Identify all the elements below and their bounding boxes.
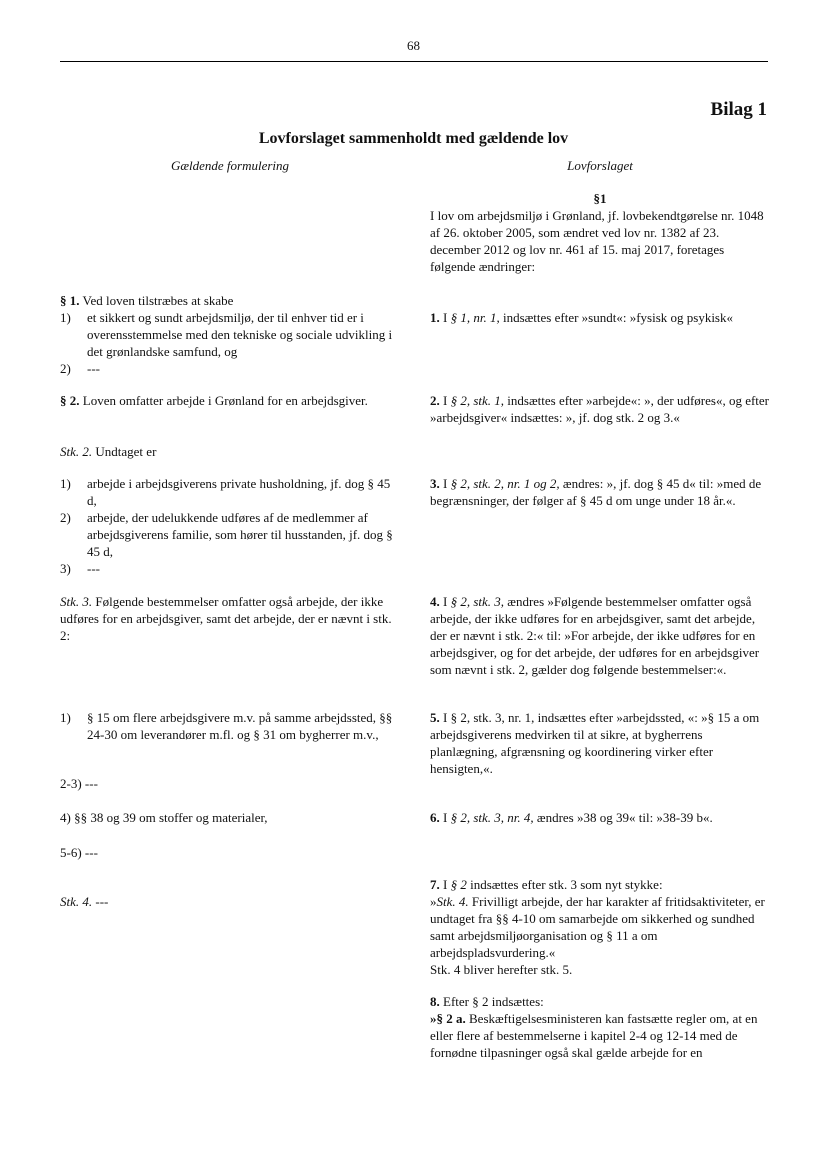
list-item: 3) --- — [60, 561, 100, 576]
appendix-label: Bilag 1 — [710, 99, 767, 120]
paragraph-1-number: § 1. — [60, 293, 80, 308]
change-4: 4. I § 2, stk. 3, ændres »Følgende bestemmelser omfatter også arbejde, der ikke udføres for en arbejdsgiver, samt det arbejde, der er nævnt i stk. 2:« til: »For arbejde, der ikke udføres for en arbejdsgiver, og for det arbejde, der udføres for en arbejdsgiver som nævnt i stk. 2, gælder dog følgende bestemmelser:«. — [430, 594, 760, 677]
stk-2-list — [60, 475, 400, 577]
paragraph-2-text: Loven omfatter arbejde i Grønland for en arbejdsgiver. — [79, 393, 368, 408]
stk-3-item-1: 1) § 15 om flere arbejdsgivere m.v. på samme arbejdssted, §§ 24-30 om leverandører m.fl. og § 31 om bygherrer m.v., — [60, 710, 393, 742]
change-8: 8. Efter § 2 indsættes: »§ 2 a. Beskæftigelsesministeren kan fastsætte regler om, at en eller flere af bestemmelserne i kapitel 2-4 og 12-14 med de fornødne tilpasninger også skal gælde arbejde for en — [430, 994, 758, 1060]
list-item: 2) --- — [60, 361, 100, 376]
list-item: 1) arbejde i arbejdsgiverens private husholdning, jf. dog § 45 d, — [60, 476, 391, 508]
change-2: 2. I § 2, stk. 1, indsættes efter »arbejde«: », der udføres«, og efter »arbejdsgiver« indsættes: », jf. dog stk. 2 og 3.« — [430, 393, 770, 425]
stk-3-items-2-3: 2-3) --- — [60, 776, 98, 791]
page-number: 68 — [407, 38, 420, 53]
stk-3-item-4: 4) §§ 38 og 39 om stoffer og materialer, — [60, 810, 268, 825]
column-heading-current: Gældende formulering — [170, 158, 290, 173]
change-7: 7. I § 2 indsættes efter stk. 3 som nyt stykke: »Stk. 4. Frivilligt arbejde, der har karakter af fritidsaktiviteter, er undtaget fra §§ 4-10 om samarbejde om sikkerhed og sundhed samt arbejdsmiljøorganisation og § 11 a om arbejdspladsvurdering.« Stk. 4 bliver herefter stk. 5. — [430, 877, 765, 977]
paragraph-1-text: Ved loven tilstræbes at skabe — [79, 293, 234, 308]
stk-4: Stk. 4. --- — [60, 894, 109, 909]
document-title: Lovforslaget sammenholdt med gældende lov — [258, 130, 569, 147]
change-6: 6. I § 2, stk. 3, nr. 4, ændres »38 og 39« til: »38-39 b«. — [430, 810, 713, 825]
change-5: 5. I § 2, stk. 3, nr. 1, indsættes efter »arbejdssted, «: »§ 15 a om arbejdsgiverens medvirken til at sikre, at bygherrens planlægning, afgrænsning og koordinering virker efter hensigten,«. — [430, 710, 760, 776]
intro-text: I lov om arbejdsmiljø i Grønland, jf. lovbekendtgørelse nr. 1048 af 26. oktober 2005, som ændret ved lov nr. 1382 af 23. december 2012 og lov nr. 461 af 15. maj 2017, foretages følgende ændringer: — [430, 208, 764, 274]
stk-2-heading: Stk. 2. Undtaget er — [60, 444, 157, 459]
intro-section — [430, 190, 770, 275]
stk-3-items-5-6: 5-6) --- — [60, 845, 98, 860]
header-rule — [60, 61, 768, 62]
intro-section-symbol: §1 — [593, 191, 607, 206]
stk-3-heading: Stk. 3. Følgende bestemmelser omfatter også arbejde, der ikke udføres for en arbejdsgiver, samt det arbejde, der er nævnt i stk. 2: — [60, 594, 392, 643]
change-1: 1. I § 1, nr. 1, indsættes efter »sundt«: »fysisk og psykisk« — [430, 310, 733, 325]
change-3: 3. I § 2, stk. 2, nr. 1 og 2, ændres: », jf. dog § 45 d« til: »med de begrænsninger, der følger af § 45 d om unge under 18 år.«. — [430, 476, 762, 508]
paragraph-2-number: § 2. — [60, 393, 80, 408]
paragraph-1 — [60, 292, 400, 377]
column-heading-proposal: Lovforslaget — [567, 158, 633, 173]
list-item: 2) arbejde, der udelukkende udføres af de medlemmer af arbejdsgiverens familie, som hører til husstanden, jf. dog § 45 d, — [60, 510, 393, 559]
list-item: 1) et sikkert og sundt arbejdsmiljø, der til enhver tid er i overensstemmelse med den tekniske og sociale udvikling i det grønlandske samfund, og — [60, 310, 393, 359]
paragraph-2 — [60, 392, 400, 409]
